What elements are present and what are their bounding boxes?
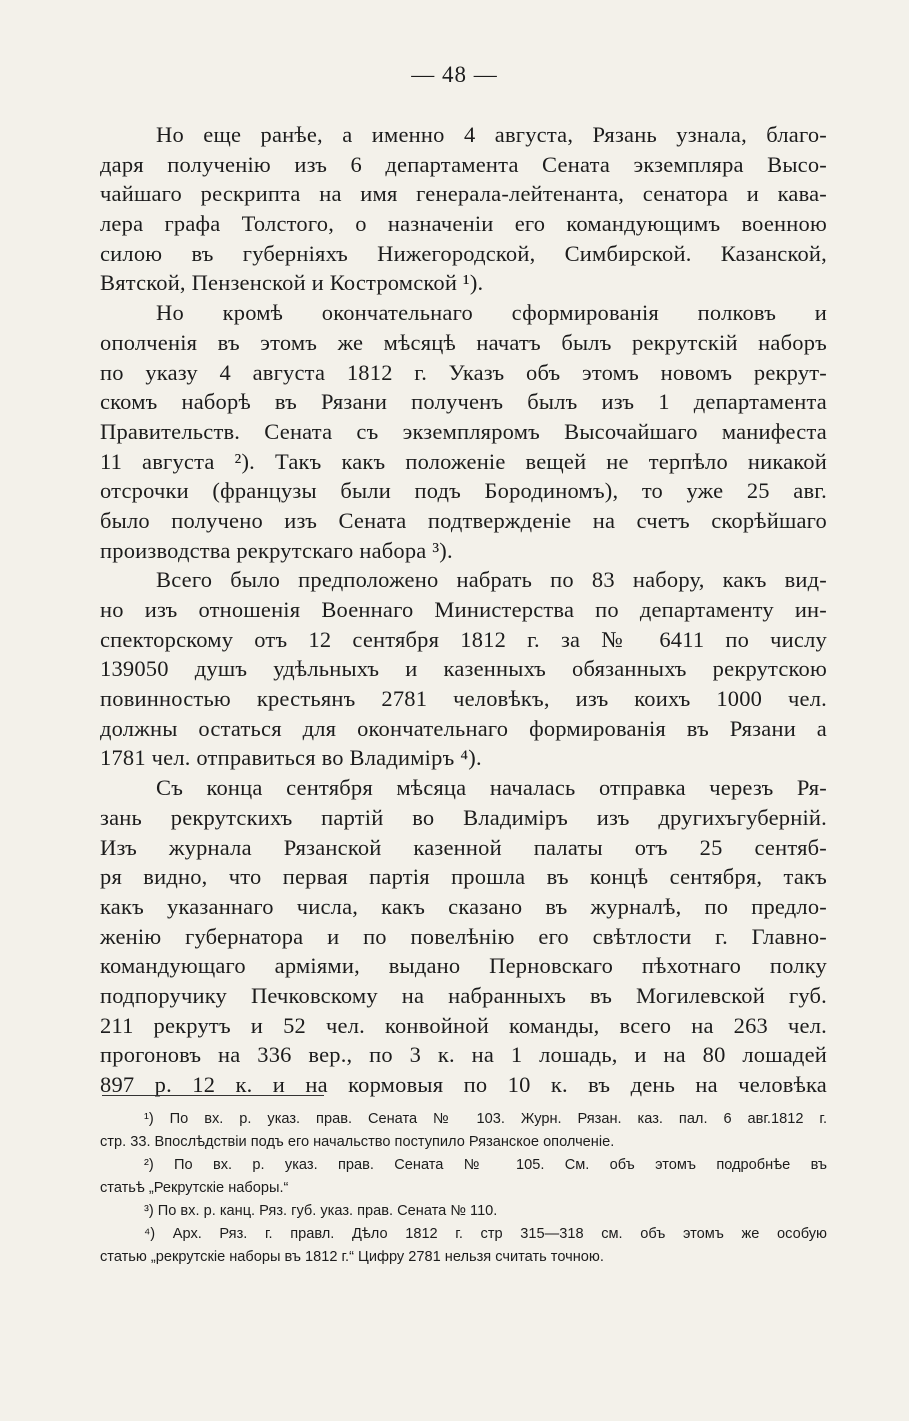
- text-line: 211 рекрутъ и 52 чел. конвойной команды, всего на 263 чел.: [100, 1012, 827, 1038]
- text-line: прогоновъ на 336 вер., по 3 к. на 1 лошадь, и на 80 лошадей: [100, 1042, 827, 1068]
- text-line: Но еще ранѣе, а именно 4 августа, Рязань узнала, благо-: [156, 122, 827, 147]
- text-line: Но кромѣ окончательнаго сформированія полковъ и: [156, 300, 827, 326]
- text-line: женію губернатора и по повелѣнію его свѣтлости г. Главно-: [100, 923, 827, 949]
- text-line: спекторскому отъ 12 сентября 1812 г. за № 6411 по числу: [100, 626, 827, 652]
- text-line: 139050 душъ удѣльныхъ и казенныхъ обязанныхъ рекрутскою: [100, 656, 827, 682]
- body-text: [100, 120, 827, 1100]
- page-number: — 48 —: [411, 62, 498, 87]
- footnote-line: ²) По вх. р. указ. прав. Сената № 105. См. объ этомъ подробнѣе въ: [144, 1157, 827, 1173]
- paragraph-2: [100, 298, 827, 565]
- paragraph-3: [100, 565, 827, 773]
- footnote-line: статьѣ „Рекрутскіе наборы.“: [100, 1180, 289, 1196]
- text-line: чайшаго рескрипта на имя генерала-лейтенанта, сенатора и кава-: [100, 181, 827, 207]
- footnote-2: [100, 1154, 827, 1200]
- text-line: Изъ журнала Рязанской казенной палаты отъ 25 сентяб-: [100, 834, 827, 860]
- text-line: ополченія въ этомъ же мѣсяцѣ начатъ былъ рекрутскій наборъ: [100, 329, 827, 355]
- text-line: Правительств. Сената съ экземпляромъ Высочайшаго манифеста: [100, 418, 827, 444]
- text-line: отсрочки (французы были подъ Бородиномъ), то уже 25 авг.: [100, 478, 827, 504]
- text-line: было получено изъ Сената подтвержденіе на счетъ скорѣйшаго: [100, 507, 827, 533]
- text-line: зань рекрутскихъ партій во Владиміръ изъ другихъгуберній.: [100, 804, 827, 830]
- text-line: скомъ наборѣ въ Рязани полученъ былъ изъ 1 департамента: [100, 389, 827, 415]
- text-line: подпоручику Печковскому на набранныхъ въ Могилевской губ.: [100, 982, 827, 1008]
- text-line: силою въ губерніяхъ Нижегородской, Симбирской. Казанской,: [100, 240, 827, 266]
- text-line: повинностью крестьянъ 2781 человѣкъ, изъ коихъ 1000 чел.: [100, 686, 827, 712]
- footnote-line: ⁴) Арх. Ряз. г. правл. Дѣло 1812 г. стр 315—318 см. объ этомъ же особую: [144, 1226, 827, 1242]
- text-line: лера графа Толстого, о назначеніи его командующимъ военною: [100, 211, 827, 237]
- text-line: должны остаться для окончательнаго формированія въ Рязани а: [100, 715, 827, 741]
- text-line: Всего было предположено набрать по 83 набору, какъ вид-: [156, 567, 827, 593]
- text-line: 1781 чел. отправиться во Владиміръ ⁴).: [100, 745, 482, 771]
- text-line: командующаго арміями, выдано Перновскаго пѣхотнаго полку: [100, 953, 827, 979]
- footnote-line: статью „рекрутскіе наборы въ 1812 г.“ Цифру 2781 нельзя считать точною.: [100, 1249, 604, 1265]
- text-line: ря видно, что первая партія прошла въ концѣ сентября, такъ: [100, 864, 827, 890]
- footnote-separator: [102, 1095, 324, 1096]
- text-line: но изъ отношенія Военнаго Министерства по департаменту ин-: [100, 597, 827, 622]
- footnote-3: [100, 1200, 827, 1223]
- footnotes: [100, 1108, 827, 1269]
- text-line: по указу 4 августа 1812 г. Указъ объ этомъ новомъ рекрут-: [100, 359, 827, 385]
- footnote-line: стр. 33. Впослѣдствіи подъ его начальство поступило Рязанское ополченіе.: [100, 1134, 615, 1150]
- footnote-1: [100, 1108, 827, 1154]
- footnote-line: ¹) По вх. р. указ. прав. Сената № 103. Журн. Рязан. каз. пал. 6 авг.1812 г.: [144, 1111, 827, 1127]
- text-line: какъ указаннаго числа, какъ сказано въ журналѣ, по предло-: [100, 893, 827, 919]
- text-line: 11 августа ²). Такъ какъ положеніе вещей не терпѣло никакой: [100, 448, 827, 474]
- footnote-4: [100, 1223, 827, 1269]
- paragraph-4: [100, 773, 827, 1100]
- text-line: 897 р. 12 к. и на кормовыя по 10 к. въ день на человѣка: [100, 1072, 827, 1097]
- text-line: Вятской, Пензенской и Костромской ¹).: [100, 270, 484, 296]
- paragraph-1: [100, 120, 827, 298]
- text-line: даря полученію изъ 6 департамента Сената экземпляра Высо-: [100, 151, 827, 177]
- footnote-line: ³) По вх. р. канц. Ряз. губ. указ. прав. Сената № 110.: [144, 1203, 498, 1219]
- text-line: производства рекрутскаго набора ³).: [100, 537, 453, 563]
- text-line: Съ конца сентября мѣсяца началась отправка черезъ Ря-: [156, 775, 827, 801]
